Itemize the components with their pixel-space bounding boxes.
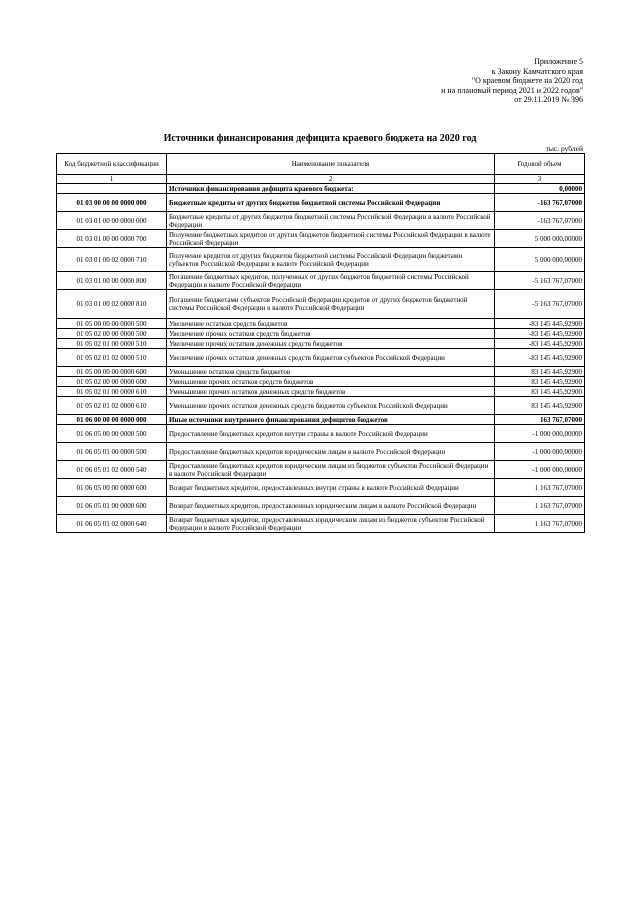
value-cell: 5 000 000,00000 — [495, 248, 585, 272]
value-cell: 83 145 445,92900 — [495, 397, 585, 415]
name-cell: Бюджетные кредиты от других бюджетов бюджетной системы Российской Федерации в валюте Российской Федерации — [167, 212, 495, 230]
name-cell: Погашение бюджетных кредитов, полученных от других бюджетов бюджетной системы Российской Федерации в валюте Российской Федерации — [167, 272, 495, 290]
table-row — [57, 497, 585, 515]
appendix-header — [283, 57, 583, 105]
code-cell — [57, 184, 167, 194]
name-cell: Получение кредитов от других бюджетов бюджетной системы Российской Федерации бюджетами субъектов Российской Федерации в валюте Российской Федерации — [167, 248, 495, 272]
code-cell: 01 06 05 01 02 0000 540 — [57, 461, 167, 479]
table-row — [57, 230, 585, 248]
unit-label: тыс. рублей — [545, 144, 583, 153]
value-cell: -1 000 000,00000 — [495, 461, 585, 479]
name-cell: Получение бюджетных кредитов от других бюджетов бюджетной системы Российской Федерации в валюте Российской Федерации — [167, 230, 495, 248]
name-cell: Увеличение остатков средств бюджетов — [167, 319, 495, 329]
value-cell: 83 145 445,92900 — [495, 367, 585, 377]
value-cell: -163 767,07000 — [495, 212, 585, 230]
name-cell: Увеличение прочих остатков денежных средств бюджетов субъектов Российской Федерации — [167, 349, 495, 367]
table-row — [57, 387, 585, 397]
column-number-row — [57, 175, 585, 184]
code-cell: 01 03 01 00 00 0000 700 — [57, 230, 167, 248]
code-cell: 01 05 02 01 02 0000 510 — [57, 349, 167, 367]
table-row — [57, 319, 585, 329]
appendix-line: и на плановый период 2021 и 2022 годов" — [441, 85, 583, 95]
table-row — [57, 377, 585, 387]
table-row — [57, 415, 585, 425]
code-cell: 01 06 05 01 00 0000 600 — [57, 497, 167, 515]
code-cell: 01 06 05 01 02 0000 640 — [57, 515, 167, 533]
value-cell: -83 145 445,92900 — [495, 339, 585, 349]
value-cell: 83 145 445,92900 — [495, 377, 585, 387]
table-row — [57, 443, 585, 461]
value-cell: 1 163 767,07000 — [495, 479, 585, 497]
code-cell: 01 03 00 00 00 0000 000 — [57, 194, 167, 212]
table-row — [57, 290, 585, 319]
table-row — [57, 212, 585, 230]
table-row — [57, 515, 585, 533]
code-cell: 01 05 02 01 00 0000 510 — [57, 339, 167, 349]
name-cell: Возврат бюджетных кредитов, предоставленных внутри страны в валюте Российской Федерации — [167, 479, 495, 497]
sources-table — [56, 153, 585, 533]
name-cell: Уменьшение прочих остатков денежных средств бюджетов — [167, 387, 495, 397]
header-code: Код бюджетной классификации — [57, 154, 167, 175]
name-cell: Бюджетные кредиты от других бюджетов бюджетной системы Российской Федерации — [167, 194, 495, 212]
value-cell: 0,00000 — [495, 184, 585, 194]
code-cell: 01 05 02 00 00 0000 600 — [57, 377, 167, 387]
name-cell: Иные источники внутреннего финансирования дефицитов бюджетов — [167, 415, 495, 425]
code-cell: 01 05 00 00 00 0000 600 — [57, 367, 167, 377]
appendix-line: "О краевом бюджете на 2020 год — [471, 76, 583, 86]
value-cell: -163 767,07000 — [495, 194, 585, 212]
value-cell: -83 145 445,92900 — [495, 329, 585, 339]
name-cell: Погашение бюджетами субъектов Российской Федерации кредитов от других бюджетов бюджетной системы Российской Федерации в валюте Российской Федерации — [167, 290, 495, 319]
value-cell: -1 000 000,00000 — [495, 443, 585, 461]
code-cell: 01 05 00 00 00 0000 500 — [57, 319, 167, 329]
header-name: Наименование показателя — [167, 154, 495, 175]
appendix-line: к Закону Камчатского края — [491, 66, 583, 76]
code-cell: 01 06 05 00 00 0000 500 — [57, 425, 167, 443]
name-cell: Возврат бюджетных кредитов, предоставленных юридическим лицам из бюджетов субъектов Российской Федерации в валюте Российской Федерации — [167, 515, 495, 533]
value-cell: -5 163 767,07000 — [495, 272, 585, 290]
name-cell: Предоставление бюджетных кредитов юридическим лицам в валюте Российской Федерации — [167, 443, 495, 461]
table-row — [57, 425, 585, 443]
table-header-row — [57, 154, 585, 175]
name-cell: Предоставление бюджетных кредитов юридическим лицам из бюджетов субъектов Российской Федерации в валюте Российской Федерации — [167, 461, 495, 479]
name-cell: Предоставление бюджетных кредитов внутри страны в валюте Российской Федерации — [167, 425, 495, 443]
table-row — [57, 184, 585, 194]
code-cell: 01 06 00 00 00 0000 000 — [57, 415, 167, 425]
value-cell: 1 163 767,07000 — [495, 515, 585, 533]
table-row — [57, 397, 585, 415]
value-cell: -1 000 000,00000 — [495, 425, 585, 443]
name-cell: Возврат бюджетных кредитов, предоставленных юридическим лицам в валюте Российской Федерации — [167, 497, 495, 515]
code-cell: 01 05 02 00 00 0000 500 — [57, 329, 167, 339]
code-cell: 01 06 05 01 00 0000 500 — [57, 443, 167, 461]
column-number: 2 — [167, 175, 495, 184]
name-cell: Увеличение прочих остатков денежных средств бюджетов — [167, 339, 495, 349]
appendix-line: Приложение 5 — [534, 57, 583, 66]
table-row — [57, 248, 585, 272]
code-cell: 01 03 01 00 02 0000 710 — [57, 248, 167, 272]
document-title: Источники финансирования дефицита краевого бюджета на 2020 год — [163, 133, 477, 144]
table-row — [57, 329, 585, 339]
name-cell: Источники финансирования дефицита краевого бюджета: — [167, 184, 495, 194]
value-cell: 1 163 767,07000 — [495, 497, 585, 515]
name-cell: Уменьшение остатков средств бюджетов — [167, 367, 495, 377]
value-cell: -83 145 445,92900 — [495, 319, 585, 329]
code-cell: 01 03 01 00 02 0000 810 — [57, 290, 167, 319]
header-value: Годовой объем — [495, 154, 585, 175]
table-row — [57, 272, 585, 290]
value-cell: 5 000 000,00000 — [495, 230, 585, 248]
name-cell: Уменьшение прочих остатков денежных средств бюджетов субъектов Российской Федерации — [167, 397, 495, 415]
value-cell: -83 145 445,92900 — [495, 349, 585, 367]
code-cell: 01 06 05 00 00 0000 600 — [57, 479, 167, 497]
appendix-line: от 29.11.2019 № 396 — [514, 95, 583, 105]
name-cell: Уменьшение прочих остатков средств бюджетов — [167, 377, 495, 387]
table-row — [57, 461, 585, 479]
name-cell: Увеличение прочих остатков средств бюджетов — [167, 329, 495, 339]
code-cell: 01 03 01 00 00 0000 000 — [57, 212, 167, 230]
table-row — [57, 194, 585, 212]
column-number: 3 — [495, 175, 585, 184]
table-row — [57, 367, 585, 377]
code-cell: 01 03 01 00 00 0000 800 — [57, 272, 167, 290]
code-cell: 01 05 02 01 00 0000 610 — [57, 387, 167, 397]
code-cell: 01 05 02 01 02 0000 610 — [57, 397, 167, 415]
table-row — [57, 349, 585, 367]
table-row — [57, 479, 585, 497]
table-row — [57, 339, 585, 349]
column-number: 1 — [57, 175, 167, 184]
value-cell: -5 163 767,07000 — [495, 290, 585, 319]
value-cell: 163 767,07000 — [495, 415, 585, 425]
value-cell: 83 145 445,92900 — [495, 387, 585, 397]
